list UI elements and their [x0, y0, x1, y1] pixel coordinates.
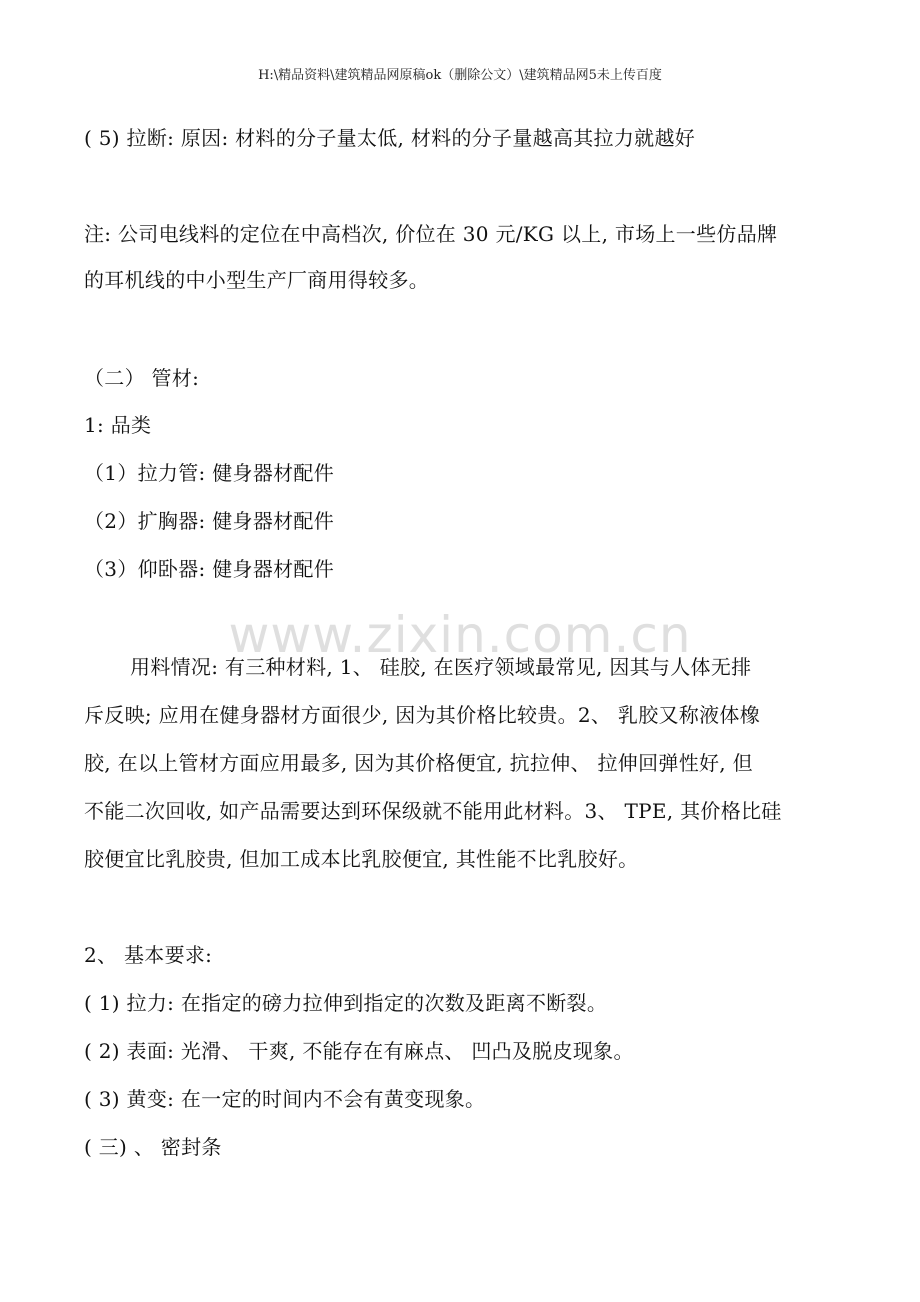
requirements-title: 2、 基本要求:: [84, 943, 213, 967]
requirement-item-3: ( 3) 黄变: 在一定的时间内不会有黄变现象。: [84, 1087, 486, 1111]
materials-line-2: 斥反映; 应用在健身器材方面很少, 因为其价格比较贵。2、 乳胶又称液体橡: [84, 703, 760, 727]
section-2-title: （二） 管材:: [84, 366, 200, 390]
note-line-2: 的耳机线的中小型生产厂商用得较多。: [84, 268, 430, 292]
header-file-path: H:\精品资料\建筑精品网原稿ok（删除公文）\建筑精品网5未上传百度: [258, 68, 662, 83]
section-3-title: ( 三) 、 密封条: [84, 1135, 222, 1159]
category-item-2: （2）扩胸器: 健身器材配件: [84, 509, 335, 533]
category-title: 1: 品类: [84, 413, 152, 437]
requirement-item-1: ( 1) 拉力: 在指定的磅力拉伸到指定的次数及距离不断裂。: [84, 991, 608, 1015]
category-item-1: （1）拉力管: 健身器材配件: [84, 461, 335, 485]
watermark: www.zixin.com.cn: [228, 606, 692, 664]
requirement-item-2: ( 2) 表面: 光滑、 干爽, 不能存在有麻点、 凹凸及脱皮现象。: [84, 1039, 634, 1063]
item-5-breakage: ( 5) 拉断: 原因: 材料的分子量太低, 材料的分子量越高其拉力就越好: [84, 126, 696, 150]
materials-line-1: 用料情况: 有三种材料, 1、 硅胶, 在医疗领域最常见, 因其与人体无排: [130, 655, 752, 679]
materials-line-5: 胶便宜比乳胶贵, 但加工成本比乳胶便宜, 其性能不比乳胶好。: [84, 847, 639, 871]
note-line-1: 注: 公司电线料的定位在中高档次, 价位在 30 元/KG 以上, 市场上一些仿品牌: [84, 222, 778, 246]
materials-line-3: 胶, 在以上管材方面应用最多, 因为其价格便宜, 抗拉伸、 拉伸回弹性好, 但: [84, 751, 753, 775]
category-item-3: （3）仰卧器: 健身器材配件: [84, 557, 335, 581]
materials-line-4: 不能二次回收, 如产品需要达到环保级就不能用此材料。3、 TPE, 其价格比硅: [84, 799, 782, 823]
